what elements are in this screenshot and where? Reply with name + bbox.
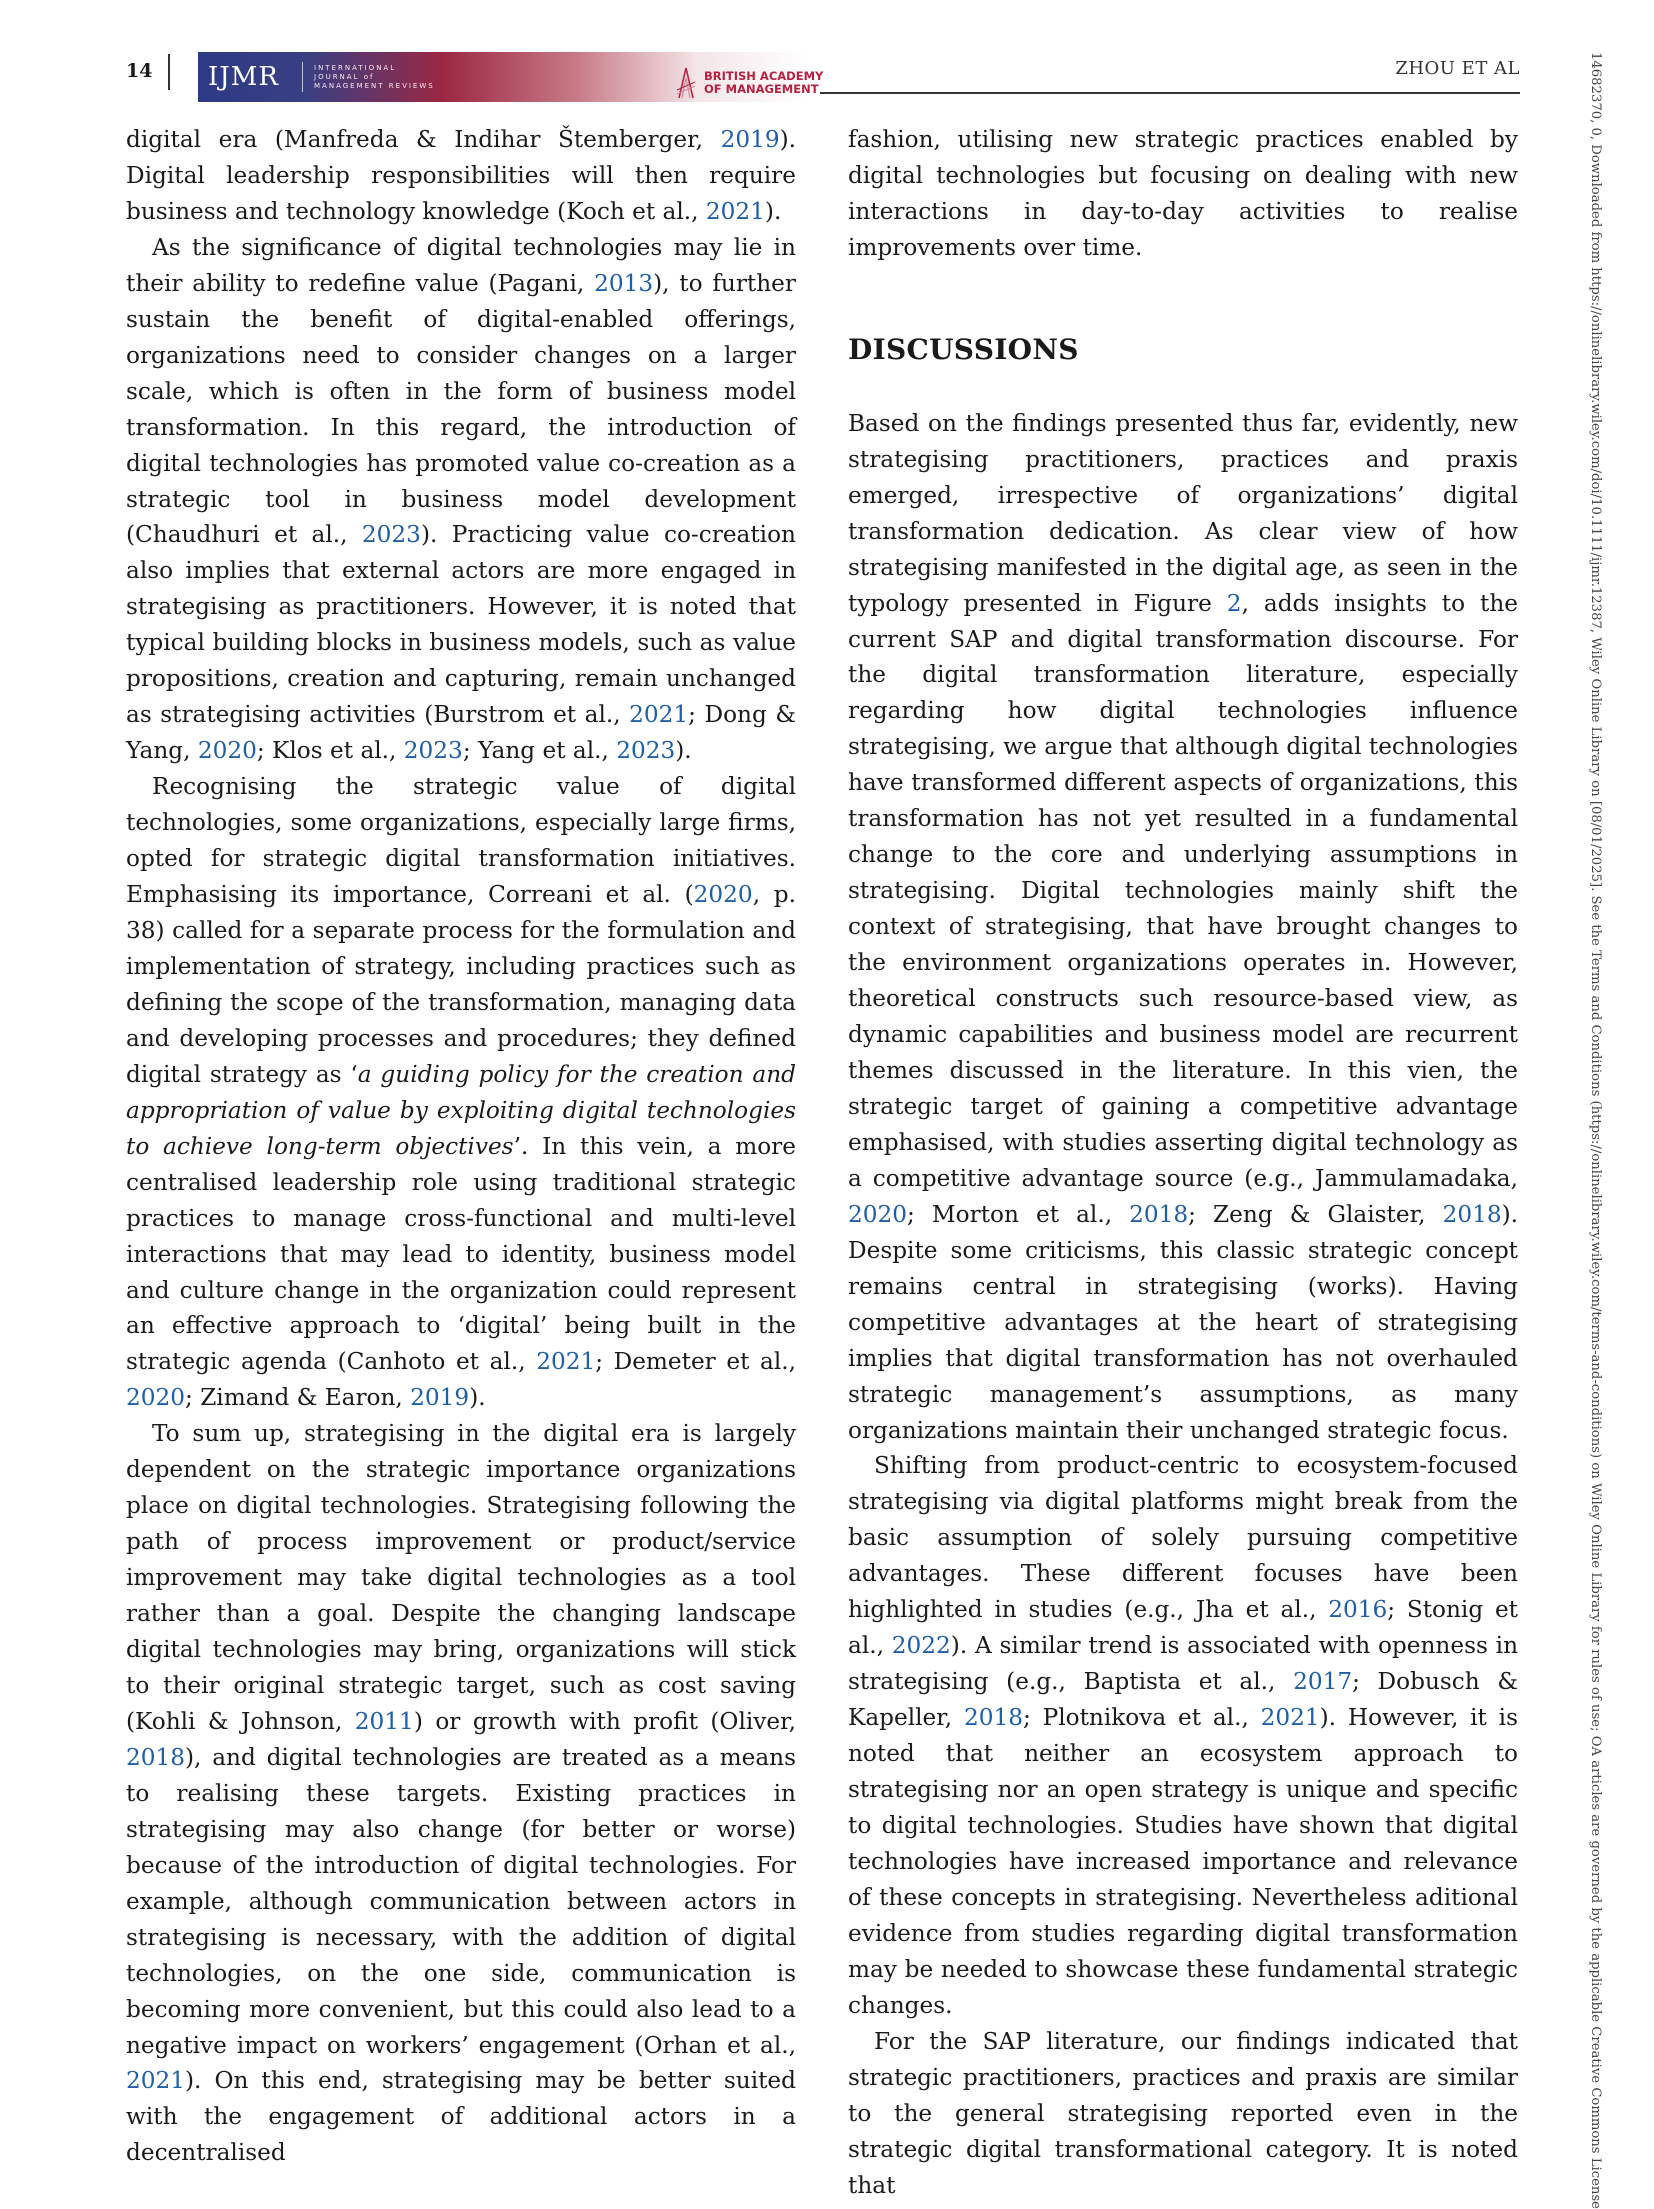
- text-run: ) or growth with profit (Oliver,: [413, 1707, 797, 1735]
- citation-link[interactable]: 2018: [126, 1743, 186, 1771]
- text-run: ). However, it is noted that neither an ecosystem approach to strategising nor an open strategy is unique and specific to digital technologies. Studies have shown that digital technologies have increased importance and relevance of these concepts in strategising. Nevertheless aditional evidence from studies regarding digital transformation may be needed to showcase these fundamental strategic changes.: [848, 1704, 1518, 2019]
- text-run: To sum up, strategising in the digital era is largely dependent on the strategic importance organizations place on digital technologies. Strategising following the path of process improvement or product/service improvement may take digital technologies as a tool rather than a goal. Despite the changing landscape digital technologies may bring, organizations will stick to their original strategic target, such as cost saving (Kohli & Johnson,: [126, 1420, 796, 1735]
- paragraph: [848, 406, 1518, 1449]
- text-run: ). Despite some criticisms, this classic strategic concept remains central in strategising (works). Having competitive advantages at the heart of strategising implies that digital transformation has not overhauled strategic management’s assumptions, as many organizations maintain their unchanged strategic focus.: [848, 1200, 1518, 1444]
- society-mark-icon: [676, 64, 696, 100]
- text-run: ; Dong & Yang,: [126, 701, 796, 765]
- text-run: ).: [675, 737, 692, 765]
- paragraph: [126, 1416, 796, 2171]
- citation-link[interactable]: 2020: [197, 737, 257, 765]
- text-run: Recognising the strategic value of digital technologies, some organizations, especially large firms, opted for strategic digital transformation initiatives. Emphasising its importance, Correani et al. (: [126, 773, 796, 909]
- citation-link[interactable]: 2018: [963, 1704, 1023, 1732]
- journal-name: INTERNATIONAL JOURNAL of MANAGEMENT REVIEWS: [314, 64, 435, 90]
- text-run: ), to further sustain the benefit of digital-enabled offerings, organizations need to consider changes on a larger scale, which is often in the form of business model transformation. In this regard, the introduction of digital technologies has promoted value co-creation as a strategic tool in business model development (Chaudhuri et al.,: [126, 269, 796, 549]
- text-run: ’. In this vein, a more centralised leadership role using traditional strategic practices to manage cross-functional and multi-level interactions that may lead to identity, business model and culture change in the organization could represent an effective approach to ‘digital’ being built in the strategic agenda (Canhoto et al.,: [126, 1132, 796, 1376]
- citation-link[interactable]: 2021: [629, 701, 689, 729]
- text-run: ). A similar trend is associated with openness in strategising (e.g., Baptista et al.,: [848, 1632, 1519, 1696]
- citation-link[interactable]: 2021: [705, 197, 765, 225]
- header-rule: [820, 92, 1520, 94]
- citation-link[interactable]: 2019: [410, 1384, 470, 1412]
- journal-logo: IJMR: [208, 62, 279, 92]
- citation-link[interactable]: 2017: [1293, 1668, 1353, 1696]
- society-name: [704, 70, 823, 96]
- citation-link[interactable]: 2016: [1328, 1596, 1388, 1624]
- paragraph: [126, 230, 796, 769]
- society-name-line1: BRITISH ACADEMY: [704, 69, 824, 83]
- citation-link[interactable]: 2013: [594, 269, 654, 297]
- paragraph: fashion, utilising new strategic practices enabled by digital technologies but focusing on dealing with new interactions in day-to-day activities to realise improvements over time.: [848, 126, 1518, 261]
- text-run: , p. 38) called for a separate process for the formulation and implementation of strategy, including practices such as defining the scope of the transformation, managing data and developing processes and procedures; they defined digital strategy as ‘: [126, 881, 796, 1088]
- text-run: ; Demeter et al.,: [595, 1348, 797, 1376]
- text-run: Shifting from product-centric to ecosystem-focused strategising via digital platforms might break from the basic assumption of solely pursuing competitive advantages. These different focuses have been highlighted in studies (e.g., Jha et al.,: [848, 1452, 1518, 1624]
- running-head: ZHOU ET AL: [1395, 58, 1520, 79]
- citation-link[interactable]: 2021: [536, 1348, 596, 1376]
- citation-link[interactable]: 2023: [616, 737, 676, 765]
- citation-link[interactable]: 2019: [720, 126, 780, 153]
- text-run: ).: [764, 197, 782, 225]
- citation-link[interactable]: 2020: [693, 881, 753, 909]
- paragraph: For the SAP literature, our findings indicated that strategic practitioners, practices and praxis are similar to the general strategising reported even in the strategic digital transformational category. It is noted that: [848, 2027, 1518, 2199]
- left-column: [126, 122, 796, 2171]
- text-run: ; Zeng & Glaister,: [1188, 1200, 1443, 1228]
- citation-link[interactable]: 2021: [126, 2067, 186, 2095]
- text-run: ; Plotnikova et al.,: [1023, 1704, 1261, 1732]
- paragraph: [126, 122, 796, 230]
- paragraph: [848, 1448, 1518, 2023]
- text-run: , adds insights to the current SAP and digital transformation discourse. For the digital transformation literature, especially regarding how digital technologies influence strategising, we argue that although digital technologies have transformed different aspects of organizations, this transformation has not yet resulted in a fundamental change to the core and underlying assumptions in strategising. Digital technologies mainly shift the context of strategising, that have brought changes to the environment organizations operates in. However, theoretical constructs such resource-based view, as dynamic capabilities and business model are recurrent themes discussed in the literature. In this vien, the strategic target of gaining a competitive advantage emphasised, with studies asserting digital technology as a competitive advantage source (e.g., Jammulamadaka,: [848, 589, 1518, 1192]
- quoted-definition: a guiding policy for the creation and appropriation of value by exploiting digital technologies to achieve long-term objectives: [126, 1060, 796, 1160]
- section-heading: DISCUSSIONS: [848, 332, 1079, 366]
- right-column: [848, 122, 1518, 2203]
- citation-link[interactable]: 2020: [848, 1200, 908, 1228]
- society-name-line2: OF MANAGEMENT: [704, 82, 819, 96]
- text-run: As the significance of digital technologies may lie in their ability to redefine value (Pagani,: [126, 233, 796, 297]
- paragraph: [126, 769, 796, 1416]
- citation-link[interactable]: 2011: [354, 1707, 414, 1735]
- text-run: Based on the findings presented thus far, evidently, new strategising practitioners, practices and praxis emerged, irrespective of organizations’ digital transformation dedication. As clear view of how strategising manifested in the digital age, as seen in the typology presented in Figure: [848, 409, 1518, 617]
- citation-link[interactable]: 2020: [126, 1384, 186, 1412]
- text-run: ; Dobusch & Kapeller,: [848, 1668, 1518, 1732]
- citation-link[interactable]: 2018: [1442, 1200, 1502, 1228]
- banner-separator: [302, 62, 303, 92]
- text-run: ; Yang et al.,: [462, 737, 617, 765]
- citation-link[interactable]: 2023: [361, 521, 421, 549]
- text-run: ; Stonig et al.,: [848, 1596, 1518, 1660]
- text-run: ; Morton et al.,: [907, 1200, 1130, 1228]
- figure-link[interactable]: 2: [1226, 589, 1242, 617]
- text-run: ).: [469, 1384, 486, 1412]
- citation-link[interactable]: 2021: [1260, 1704, 1320, 1732]
- society-logo: [676, 62, 824, 102]
- download-notice: 14682370, 0, Downloaded from https://onlinelibrary.wiley.com/doi/10.1111/ijmr.12387, Wiley Online Library on [08/01/2025]. See the Terms and Conditions (https://onlinelibrary.wiley.com/terms-and-conditions) on Wiley Online Library for rules of use; OA articles are governed by the applicable Creative Commons License: [1588, 52, 1603, 2209]
- citation-link[interactable]: 2022: [891, 1632, 951, 1660]
- text-run: ). Digital leadership responsibilities will then require business and technology knowledge (Koch et al.,: [126, 126, 796, 225]
- text-run: ; Zimand & Earon,: [185, 1384, 411, 1412]
- citation-link[interactable]: 2023: [403, 737, 463, 765]
- citation-link[interactable]: 2018: [1129, 1200, 1189, 1228]
- text-run: ). Practicing value co-creation also implies that external actors are more engaged in strategising as practitioners. However, it is noted that typical building blocks in business models, such as value propositions, creation and capturing, remain unchanged as strategising activities (Burstrom et al.,: [126, 521, 796, 729]
- text-run: ). On this end, strategising may be better suited with the engagement of additional actors in a decentralised: [126, 2067, 796, 2167]
- header-divider: [168, 54, 170, 90]
- text-run: digital era (Manfreda & Indihar Štemberger,: [126, 126, 721, 153]
- page-number: 14: [126, 60, 153, 82]
- text-run: ; Klos et al.,: [256, 737, 404, 765]
- text-run: ), and digital technologies are treated as a means to realising these targets. Existing practices in strategising may also change (for better or worse) because of the introduction of digital technologies. For example, although communication between actors in strategising is necessary, with the addition of digital technologies, on the one side, communication is becoming more convenient, but this could also lead to a negative impact on workers’ engagement (Orhan et al.,: [126, 1743, 796, 2059]
